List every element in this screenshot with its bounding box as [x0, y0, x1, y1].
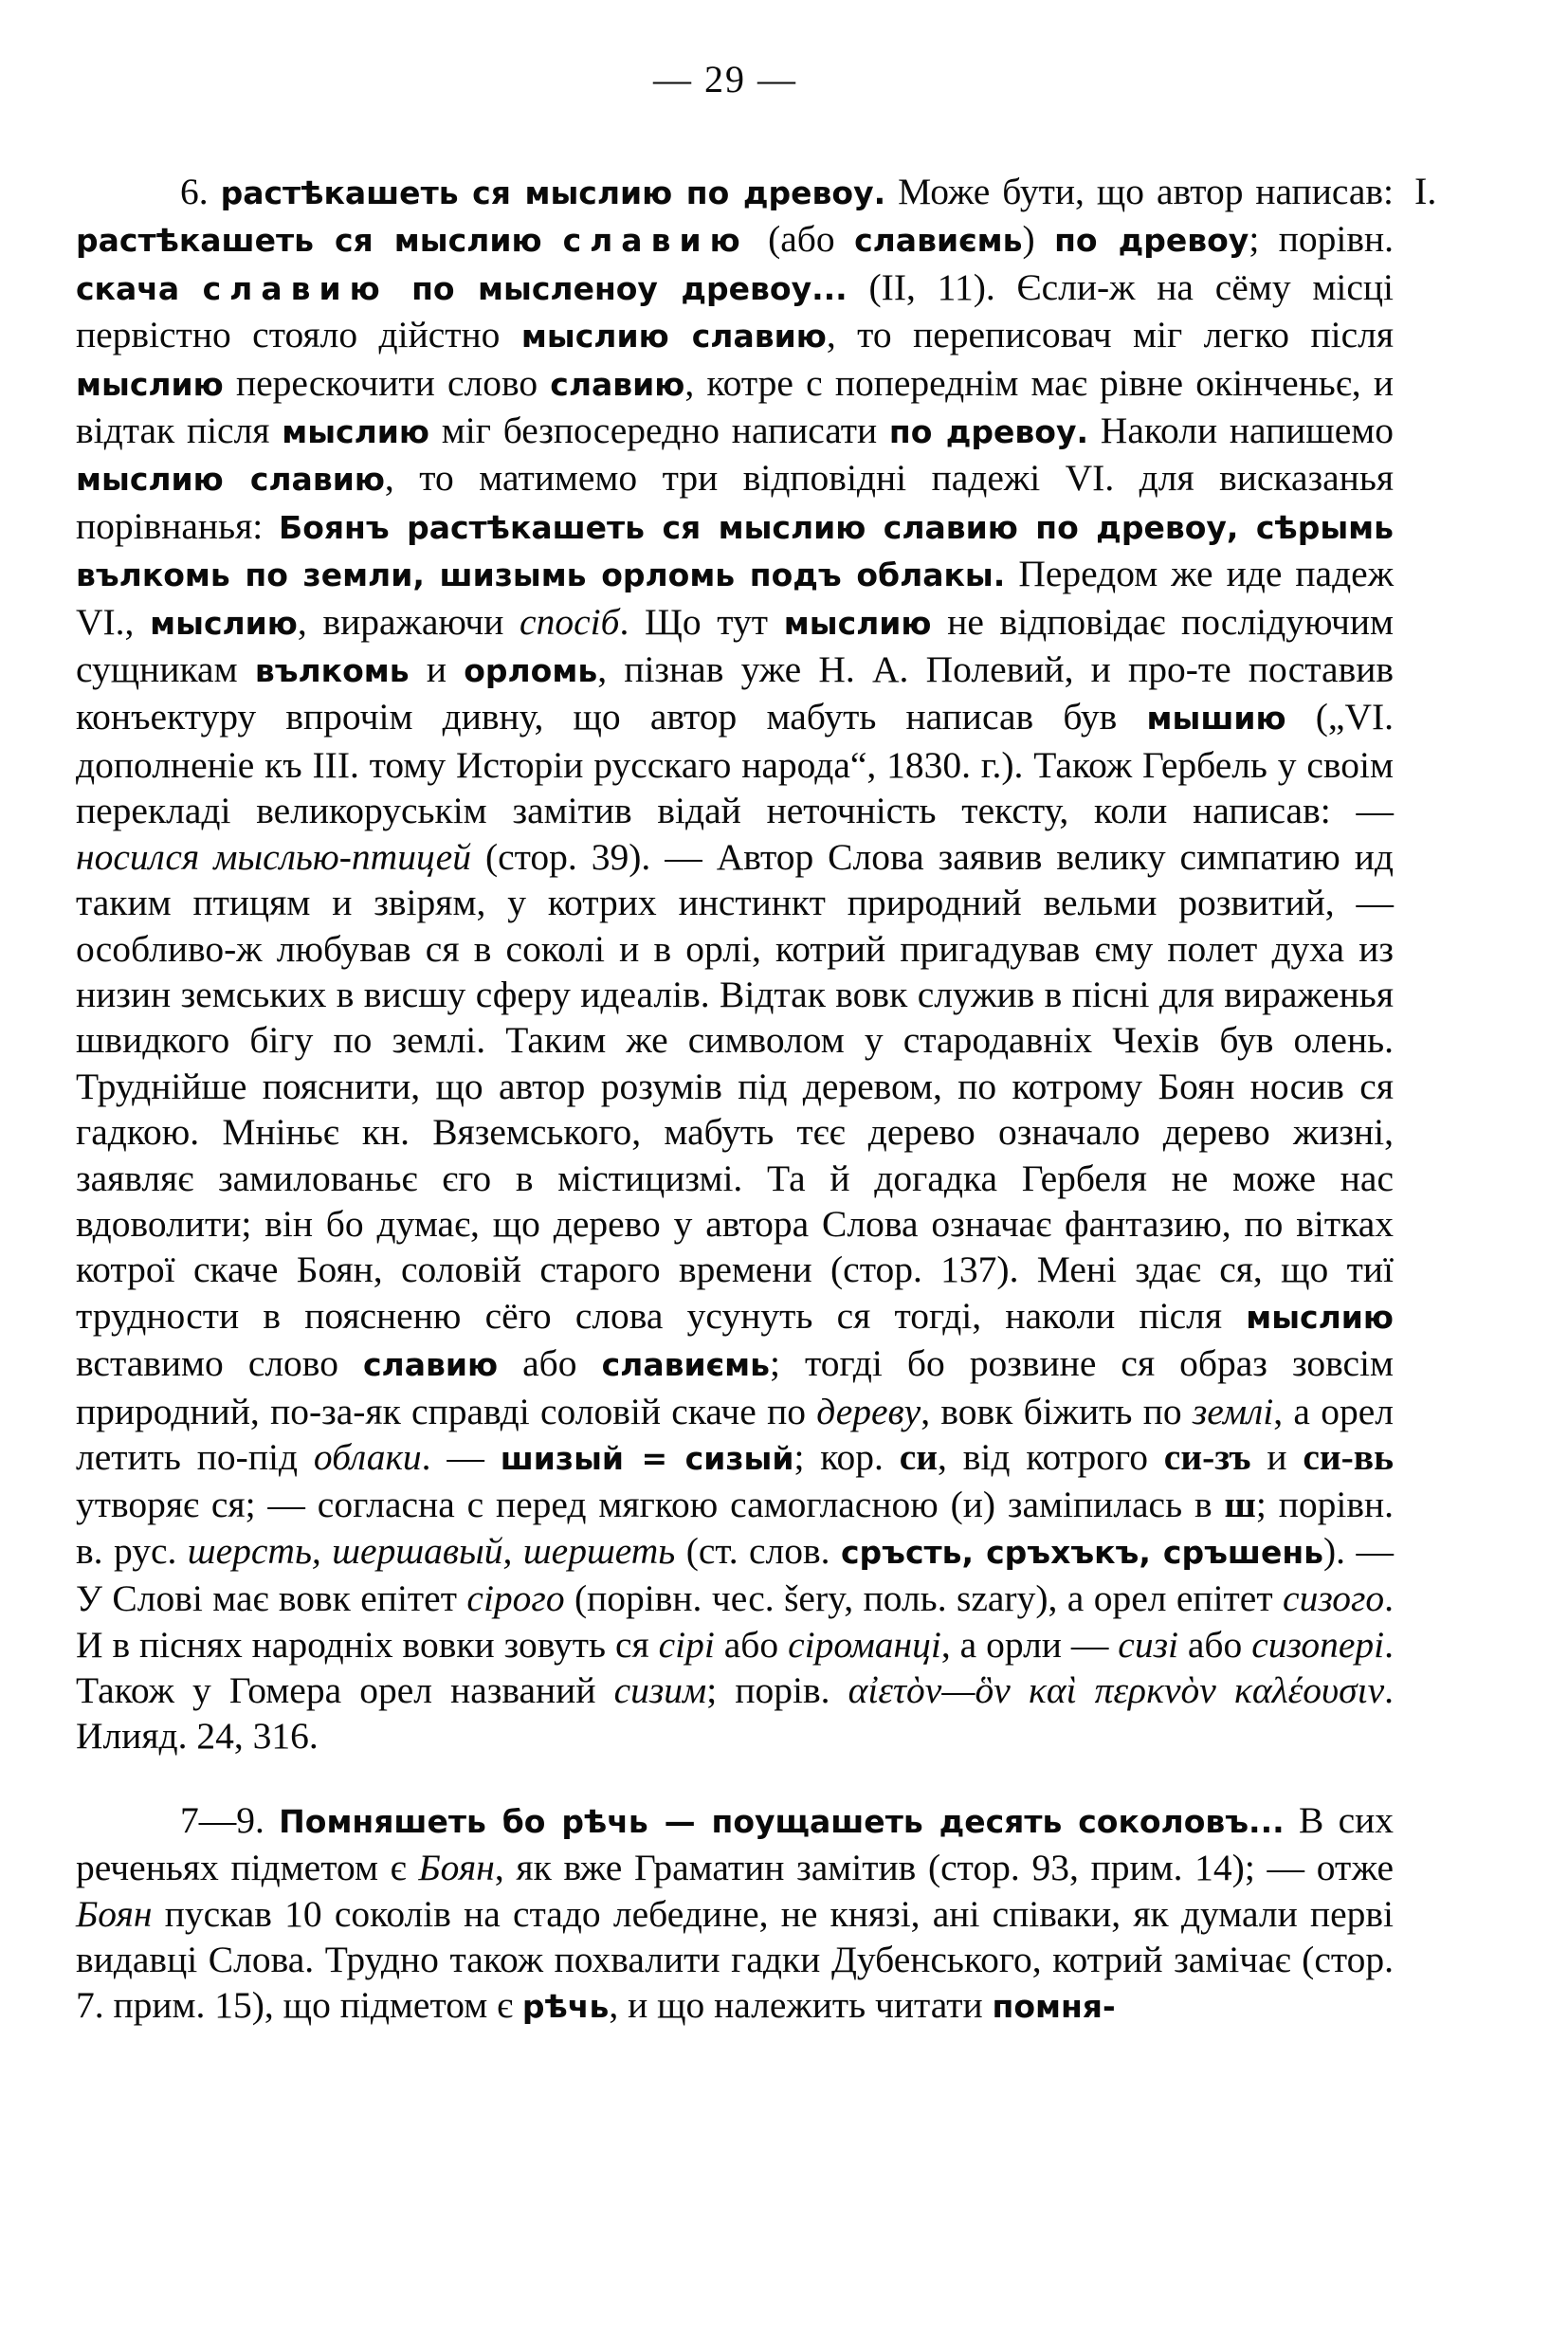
text-run: спосіб	[520, 600, 620, 643]
text-run: міг безпосередно написати	[429, 410, 889, 452]
text-run: Наколи напишемо	[1088, 410, 1394, 452]
text-run: мыслию славию	[76, 461, 385, 499]
text-run: сизого	[1283, 1577, 1385, 1620]
body-text	[76, 169, 1394, 2031]
text-run: , котре с попереднім має рівне окінченьє, и відтак після	[76, 361, 1394, 452]
text-run: мышию	[1146, 700, 1286, 738]
text-run: славиємь	[601, 1346, 771, 1384]
text-run: мыслию	[76, 365, 224, 403]
text-run: , виражаючи	[297, 600, 520, 643]
text-run: славию	[202, 269, 389, 307]
text-run: не відповідає послідуючим сущникам	[76, 600, 1395, 691]
text-run: землі	[1192, 1390, 1274, 1432]
text-run: мыслию	[150, 604, 298, 642]
text-run: ; тогді бо розвине ся образ зовсім природний, по-за-як справді соловій скаче по	[76, 1342, 1394, 1432]
page-number: — 29 —	[653, 58, 797, 100]
text-run: по мысленоу древоу...	[388, 269, 848, 307]
text-run: (стор. 39). — Автор Слова заявив велику симпатию ид таким птицям и звірям, у котрих инстинкт природний вельми розвитий, — особливо-ж любував ся в соколі и в орлі, котрий пригадував єму полет духа из низин земських в висшу сферу идеалів. Відтак вовк служив в пісні для вираженья швидкого бігу по землі. Таким же символом у стародавніх Чехів був олень. Труднійше пояснити, що автор розумів під деревом, по котрому Боян носив ся гадкою. Мніньє кн. Вяземського, мабуть тєє дерево означало дерево жизні, заявляє замилованьє єго в містицизмі. Та й догадка Гербеля не може нас вдоволити; він бо думає, що дерево у автора Слова означає фантазию, по вітках котрої скаче Боян, соловій старого времени (стор. 137). Мені здає ся, що тиї трудности в поясненю сёго слова усунуть ся тогді, наколи після	[76, 835, 1395, 1337]
text-run: сіроманці	[788, 1623, 941, 1666]
text-run: (або	[748, 218, 855, 261]
text-run: 6.	[180, 171, 221, 212]
text-run: Помняшеть бо рѣчь — поущашеть десять соколовъ...	[279, 1802, 1285, 1840]
text-run: си-вь	[1303, 1435, 1394, 1478]
text-run: („VI. дополненіе къ III. тому Исторіи русскаго народа“, 1830. г.). Також Гербель у своім перекладі великоруськім замітив відай неточність тексту, коли написав: —	[76, 696, 1394, 832]
text-run: . И в піснях народніх вовки зовуть ся	[76, 1577, 1394, 1666]
text-run: ). — У Слові має вовк епітет	[76, 1529, 1394, 1620]
text-run: славию	[363, 1346, 499, 1384]
text-run: , а орли —	[940, 1623, 1119, 1666]
text-run: сизопері	[1251, 1623, 1385, 1666]
text-run: перескочити слово	[223, 361, 551, 404]
text-run: 7—9.	[180, 1798, 280, 1841]
text-run: мыслию славию	[520, 318, 827, 355]
text-run: славию	[550, 365, 685, 403]
text-run: скача	[76, 269, 203, 307]
text-run: сръсть, сръхъкъ, сръшень	[840, 1533, 1324, 1571]
text-run: шерсть, шершавый, шершеть	[187, 1529, 676, 1572]
text-run: ; кор.	[793, 1435, 900, 1478]
margin-mark: I.	[1414, 170, 1437, 212]
text-run: або	[714, 1623, 789, 1666]
text-run: славию	[562, 222, 749, 260]
text-run: мыслию	[783, 604, 932, 642]
text-run: носился мыслью-птицей	[76, 835, 471, 878]
text-run: и	[1250, 1435, 1304, 1478]
text-run: мыслию	[282, 413, 429, 451]
text-run: ; порівн.	[1249, 218, 1394, 261]
text-run: ш	[1224, 1484, 1256, 1526]
text-run: ; порів.	[706, 1669, 848, 1711]
text-run: по древоу.	[888, 413, 1089, 451]
text-run: Боян	[76, 1892, 153, 1935]
text-run: В сих реченьях підметом є	[76, 1798, 1394, 1889]
text-run: орломь	[464, 652, 598, 690]
text-run: пускав 10 соколів на стадо лебедине, не князі, ані співаки, як думали перві видавці Слова. Трудно також похвалити гадки Дубенського, котрий замічає (стор. 7. прим. 15), що підметом є	[76, 1892, 1394, 2027]
text-run: Передом же иде падеж VI.,	[76, 553, 1395, 643]
text-run: або	[1177, 1623, 1252, 1666]
text-run: , вовк біжить по	[921, 1390, 1193, 1432]
text-run: Боянъ растѣкашеть ся мыслию славию по древоу, сѣрымь вълкомь по земли, шизымь орломь подъ облакы.	[76, 508, 1395, 594]
text-run: по древоу	[1054, 222, 1249, 260]
text-run: вставимо слово	[76, 1342, 363, 1385]
text-run: , як вже Граматин замітив (стор. 93, прим. 14); — отже	[494, 1847, 1394, 1889]
text-run: , а орел летить по-під	[76, 1390, 1394, 1478]
text-run: (II, 11). Єсли-ж на сёму місці первістно стояло дійстно	[76, 265, 1395, 356]
text-run: , то матимемо три відповідні падежі VI. для висказанья порівнанья:	[76, 457, 1394, 547]
text-run: си-зъ	[1163, 1435, 1251, 1478]
text-run: αἰετὸν—ὃν καὶ περκνὸν καλέουσιν	[848, 1669, 1385, 1711]
text-run: растѣкашеть ся мыслию	[76, 222, 563, 260]
text-run: (порівн. чес. šery, поль. szary), а орел епітет	[564, 1577, 1284, 1620]
text-run: Боян	[418, 1847, 495, 1889]
text-run: сірого	[466, 1577, 565, 1620]
text-run: си	[899, 1435, 939, 1478]
text-run: , пізнав уже Н. А. Полевий, и про-те поставив конъектуру впрочім дивну, що автор мабуть написав був	[76, 648, 1395, 738]
text-run: . Илияд. 24, 316.	[76, 1669, 1394, 1758]
text-run: сизим	[613, 1669, 707, 1711]
text-run: , то переписовач міг легко після	[826, 314, 1395, 356]
text-run: або	[498, 1342, 602, 1385]
text-run: . —	[421, 1435, 501, 1478]
text-run: и	[409, 648, 465, 691]
text-run: вълкомь	[254, 652, 410, 690]
text-run: . Також у Гомера орел названий	[76, 1623, 1394, 1711]
text-run: . Що тут	[619, 600, 784, 643]
text-run: , від котрого	[938, 1435, 1164, 1478]
text-run: сірі	[658, 1623, 715, 1666]
text-run: (ст. слов.	[675, 1529, 841, 1572]
text-run: славиємь	[854, 222, 1023, 260]
text-run: утворяє ся; — согласна с перед мягкою самогласною (и) заміпилась в	[76, 1484, 1225, 1526]
text-run: шизый = сизый	[500, 1439, 794, 1477]
text-run: облаки	[313, 1435, 422, 1478]
paragraph-6	[76, 169, 1394, 1759]
text-run: растѣкашеть ся мыслию по древоу.	[220, 174, 886, 211]
text-run: )	[1022, 218, 1055, 261]
text-run: рѣчь	[521, 1988, 610, 2026]
text-run: сизі	[1118, 1623, 1178, 1666]
text-run: ; порівн. в. рус.	[76, 1484, 1394, 1572]
text-run: , и що належить читати	[609, 1984, 993, 2027]
text-run: помня-	[992, 1988, 1116, 2026]
text-run: Може бути, що автор написав:	[885, 171, 1395, 212]
text-run: дереву	[816, 1390, 921, 1432]
paragraph-7-9	[76, 1797, 1394, 2031]
text-run: мыслию	[1246, 1298, 1394, 1336]
